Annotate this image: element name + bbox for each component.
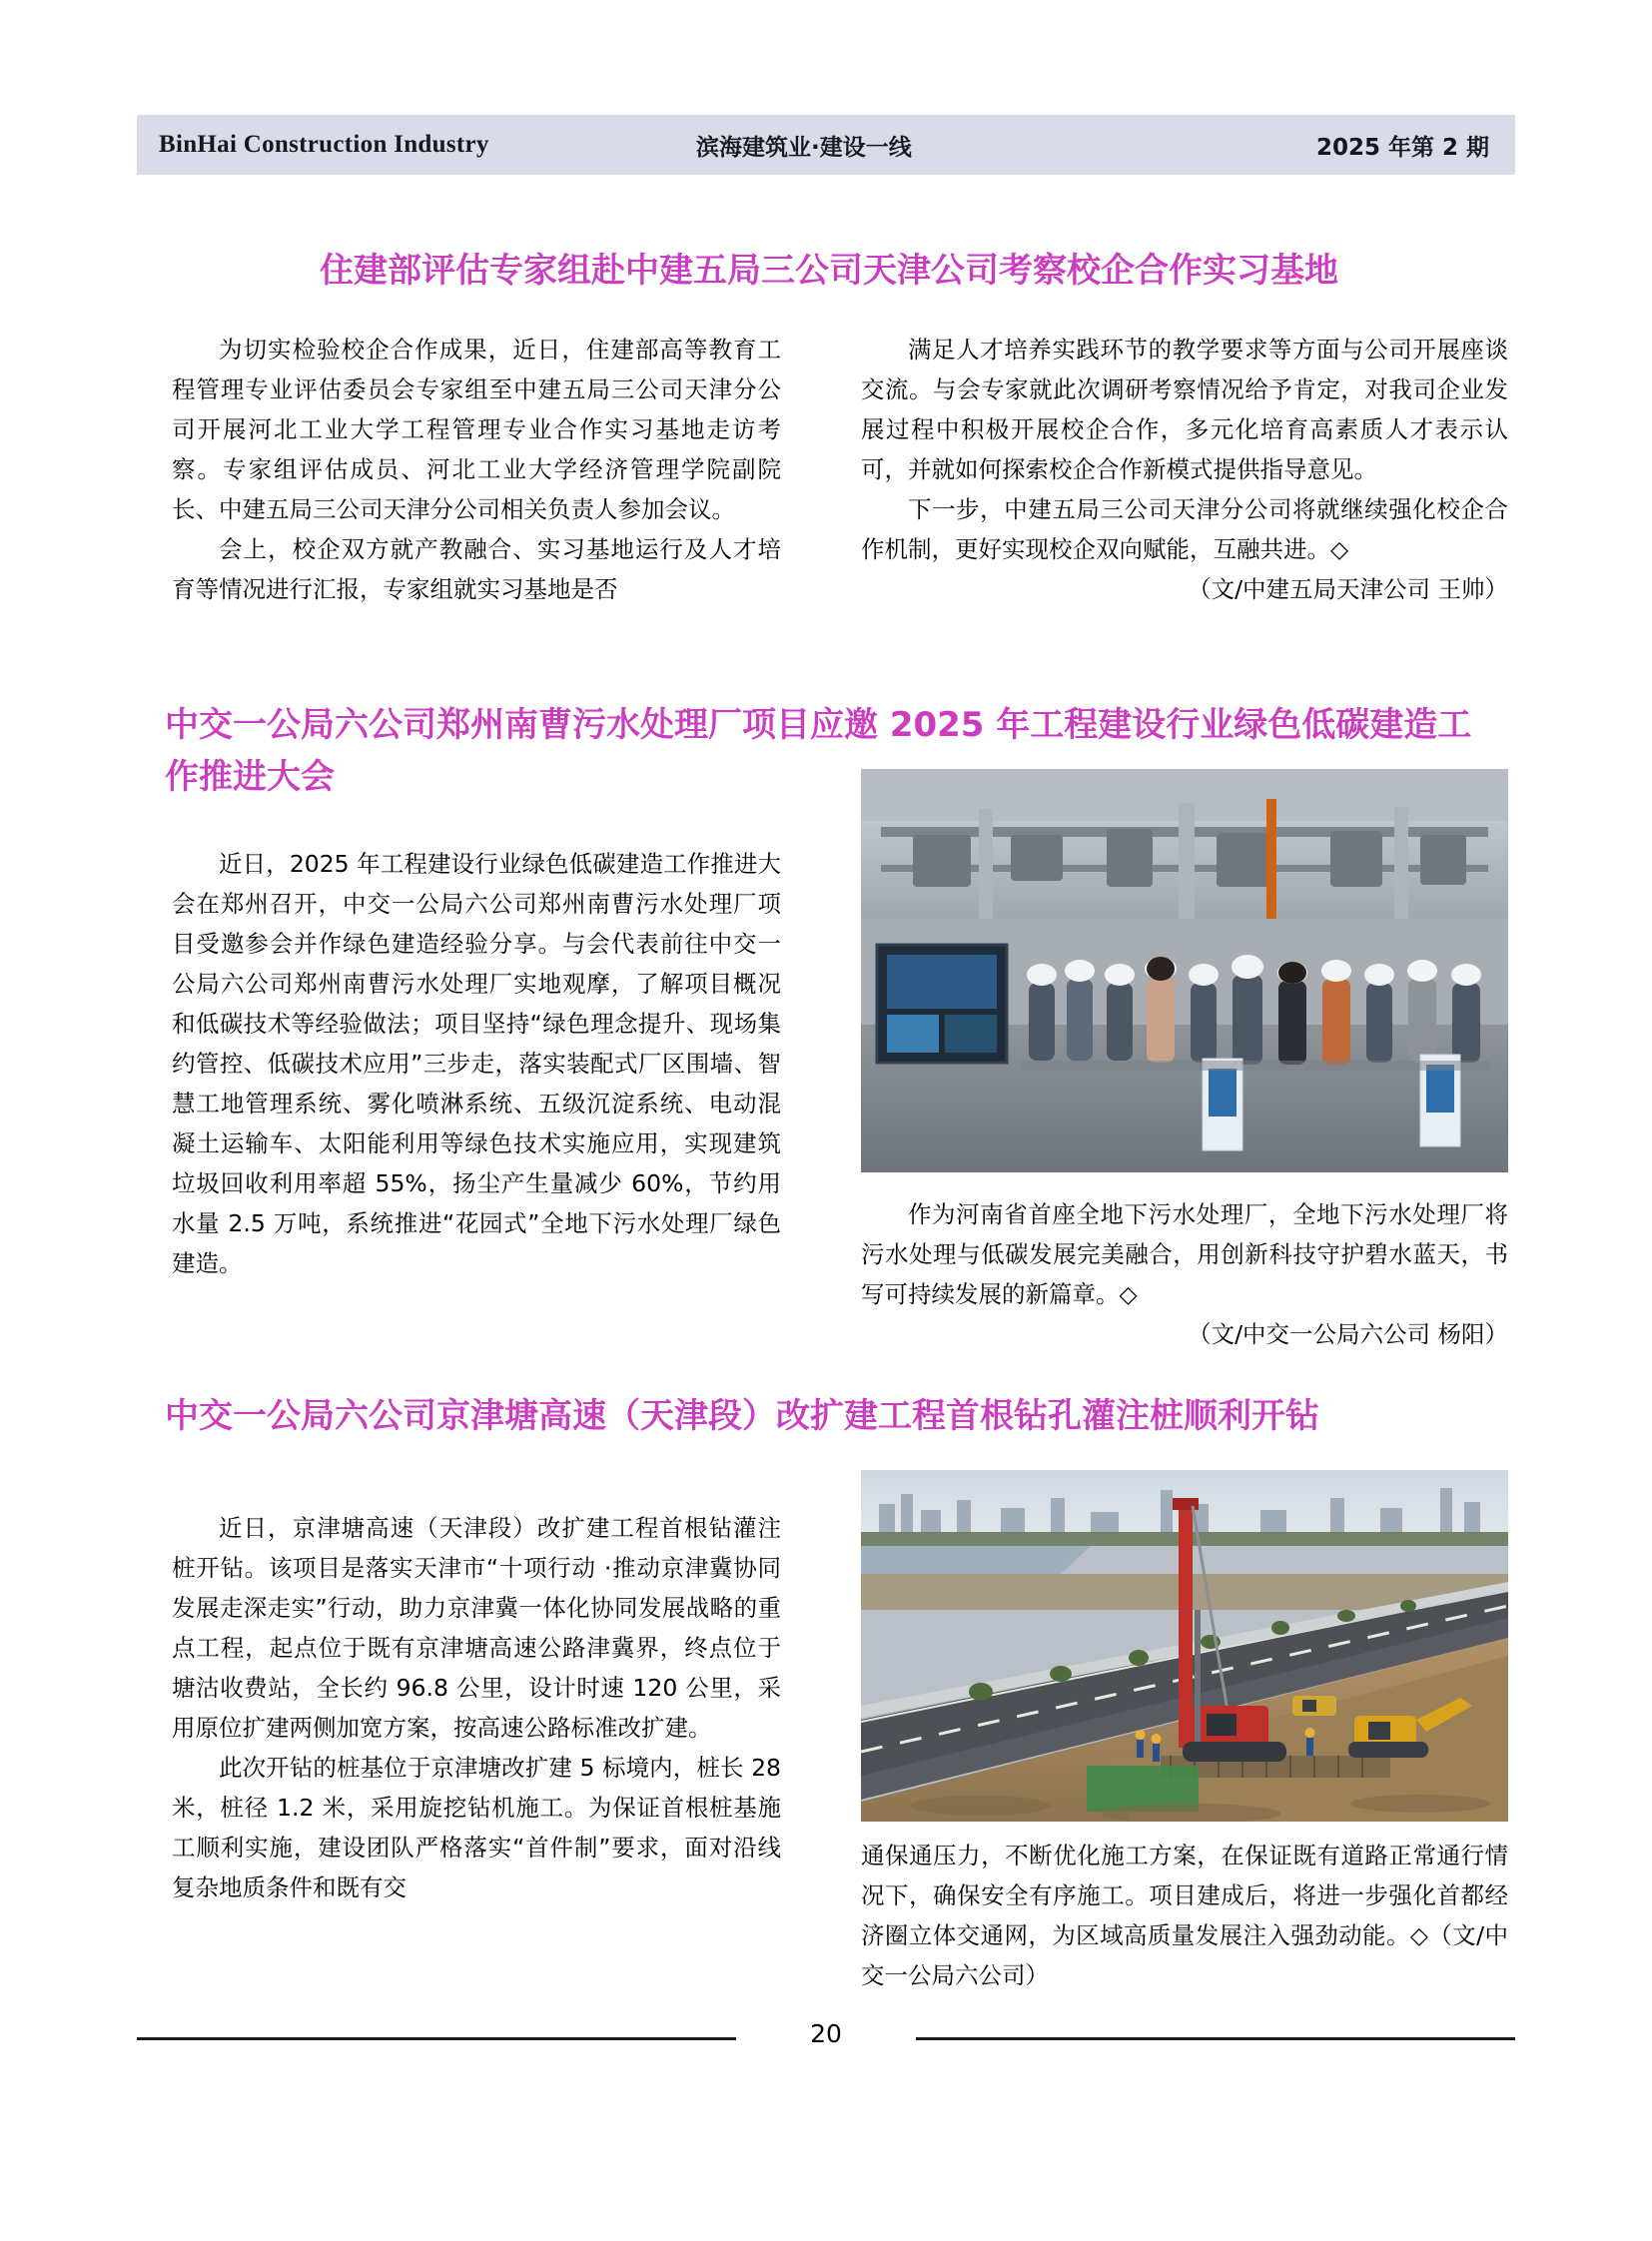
article-1-column-left	[172, 330, 781, 609]
header-section-title: 滨海建筑业·建设一线	[696, 134, 912, 161]
page-footer	[137, 2019, 1515, 2059]
page-header	[137, 115, 1515, 175]
article-1-para-4: 下一步，中建五局三公司天津分公司将就继续强化校企合作机制，更好实现校企双向赋能，互融共进。◇	[861, 495, 1508, 563]
article-3-column-right	[861, 1836, 1508, 1995]
article-2-caption-column	[861, 1194, 1508, 1354]
article-1-para-1: 为切实检验校企合作成果，近日，住建部高等教育工程管理专业评估委员会专家组至中建五局三公司天津分公司开展河北工业大学工程管理专业合作实习基地走访考察。专家组评估成员、河北工业大学经济管理学院副院长、中建五局三公司天津分公司相关负责人参加会议。	[172, 336, 781, 523]
article-3-title: 中交一公局六公司京津塘高速（天津段）改扩建工程首根钻孔灌注桩顺利开钻	[165, 1396, 1319, 1436]
article-2-title: 中交一公局六公司郑州南曹污水处理厂项目应邀 2025 年工程建设行业绿色低碳建造工作推进大会	[165, 705, 1472, 797]
article-3-column-left	[172, 1508, 781, 1907]
article-2-para-1: 近日，2025 年工程建设行业绿色低碳建造工作推进大会在郑州召开，中交一公局六公司郑州南曹污水处理厂项目受邀参会并作绿色建造经验分享。与会代表前往中交一公局六公司郑州南曹污水处理厂实地观摩，了解项目概况和低碳技术等经验做法；项目坚持“绿色理念提升、现场集约管控、低碳技术应用”三步走，落实装配式厂区围墙、智慧工地管理系统、雾化喷淋系统、五级沉淀系统、电动混凝土运输车、太阳能利用等绿色技术实施应用，实现建筑垃圾回收利用率超 55%，扬尘产生量减少 60%，节约用水量 2.5 万吨，系统推进“花园式”全地下污水处理厂绿色建造。	[172, 850, 781, 1277]
article-1-byline: （文/中建五局天津公司 王帅）	[1188, 575, 1508, 603]
header-issue: 2025 年第 2 期	[1315, 134, 1489, 161]
article-1-para-2: 会上，校企双方就产教融合、实习基地运行及人才培育等情况进行汇报，专家组就实习基地是否	[172, 535, 781, 603]
article-3-photo	[861, 1470, 1508, 1822]
article-2-photo	[861, 769, 1508, 1172]
article-1-column-right	[861, 330, 1508, 609]
article-3-para-1: 近日，京津塘高速（天津段）改扩建工程首根钻灌注桩开钻。该项目是落实天津市“十项行动 ·推动京津冀协同发展走深走实”行动，助力京津冀一体化协同发展战略的重点工程，起点位于既有京津塘高速公路津冀界，终点位于塘沽收费站，全长约 96.8 公里，设计时速 120 公里，采用原位扩建两侧加宽方案，按高速公路标准改扩建。	[172, 1514, 781, 1742]
article-2-para-2: 作为河南省首座全地下污水处理厂，全地下污水处理厂将污水处理与低碳发展完美融合，用创新科技守护碧水蓝天，书写可持续发展的新篇章。◇	[861, 1200, 1508, 1308]
header-publication-title: BinHai Construction Industry	[159, 131, 489, 158]
article-1-para-3: 满足人才培养实践环节的教学要求等方面与公司开展座谈交流。与会专家就此次调研考察情况给予肯定，对我司企业发展过程中积极开展校企合作，多元化培育高素质人才表示认可，并就如何探索校企合作新模式提供指导意见。	[861, 336, 1508, 483]
article-2-byline: （文/中交一公局六公司 杨阳）	[1188, 1320, 1508, 1348]
article-3-para-3: 通保通压力，不断优化施工方案，在保证既有道路正常通行情况下，确保安全有序施工。项目建成后，将进一步强化首都经济圈立体交通网，为区域高质量发展注入强劲动能。◇（文/中交一公局六公司）	[861, 1842, 1508, 1989]
article-3-para-2: 此次开钻的桩基位于京津塘改扩建 5 标境内，桩长 28 米，桩径 1.2 米，采用旋挖钻机施工。为保证首根桩基施工顺利实施，建设团队严格落实“首件制”要求，面对沿线复杂地质条件和既有交	[172, 1754, 781, 1901]
page-number: 20	[810, 2019, 842, 2048]
article-1-title: 住建部评估专家组赴中建五局三公司天津公司考察校企合作实习基地	[320, 251, 1338, 291]
article-2-column-left	[172, 844, 781, 1283]
